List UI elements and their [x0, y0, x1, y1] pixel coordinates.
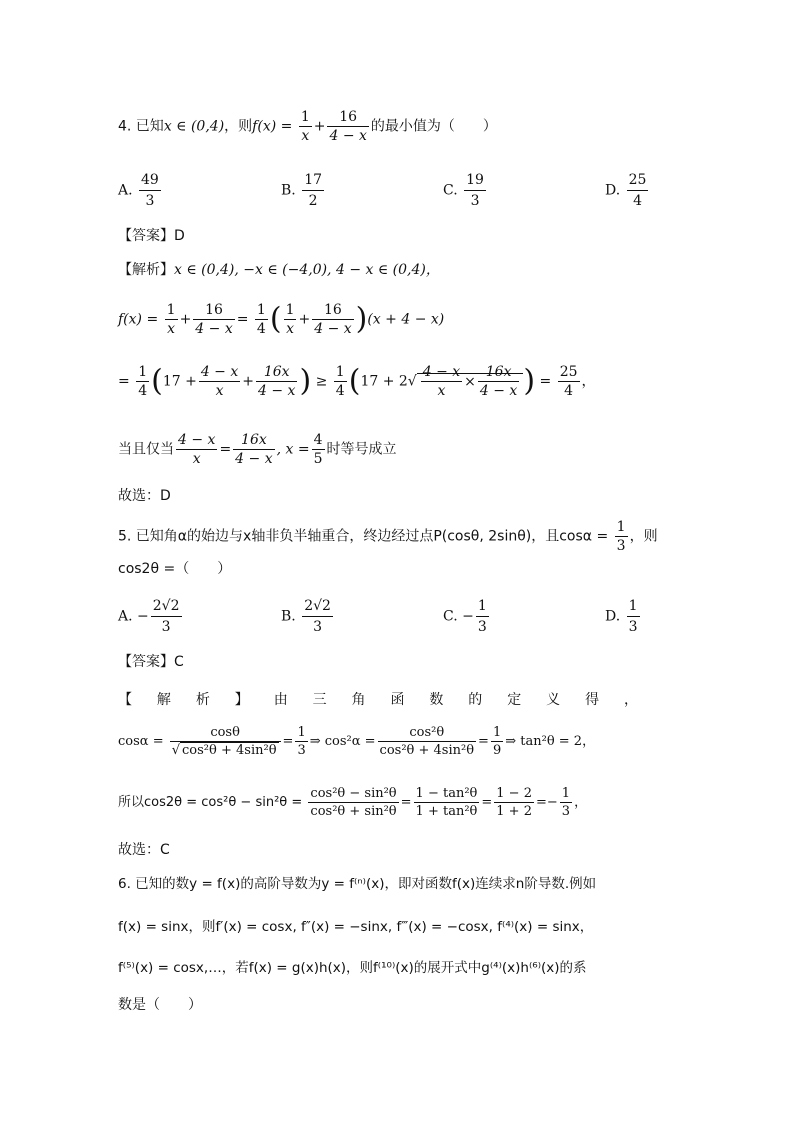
q5-analysis-heading: 【 解 析 】 由 三 角 函 数 的 定 义 得 ， — [118, 692, 638, 708]
q4-choose: 故选：D — [118, 488, 171, 504]
q4-analysis-equality: 当且仅当 $\frac{4 - x}{x}$ = $\frac{16x}{4 - x}$ , x = $\frac{4}{5}$ 时等号成立 — [118, 432, 397, 467]
option-a[interactable]: A. $\frac{49}{3}$ — [118, 172, 159, 209]
q6-line2: f(x) = sinx，则f′(x) = cosx, f″(x) = −sinx, f‴(x) = −cosx, f⁽⁴⁾(x) = sinx， — [118, 919, 594, 935]
q4-analysis-line2: f(x) = $\frac{1}{x}$ + $\frac{16}{4 - x}$ = $\frac{1}{4}$ ( $\frac{1}{x}$ + $\frac{16}{4 - x}$ )(x + 4 − x) — [118, 301, 445, 337]
option-d[interactable]: D. $\frac{1}{3}$ — [605, 598, 638, 635]
option-b[interactable]: B. $\frac{17}{2}$ — [281, 172, 323, 209]
q6-line4: 数是（ ） — [118, 997, 202, 1013]
q5-analysis-line1: cosα = $\frac{\cos\theta}{\text{√ cos²θ + 4sin²θ}}$ = $\frac{1}{3}$ ⇒ cos²α = $\frac{\text{cos²θ}}{\text{cos²θ + 4sin²θ}}$ = $\frac{1}{9}$ ⇒ tan²θ = 2， — [118, 725, 596, 758]
option-c[interactable]: C. − $\frac{1}{3}$ — [443, 598, 487, 635]
q6-line1: 6. 已知的数y = f(x)的高阶导数为y = f⁽ⁿ⁾(x)，即对函数f(x)连续求n阶导数.例如 — [118, 876, 597, 892]
q6-line3: f⁽⁵⁾(x) = cosx,…，若f(x) = g(x)h(x)，则f⁽¹⁰⁾(x)的展开式中g⁽⁴⁾(x)h⁽⁶⁾(x)的系 — [118, 960, 587, 976]
option-a[interactable]: A. − $\frac{2√2}{3}$ — [118, 598, 180, 635]
q5-stem-line2: cos2θ =（ ） — [118, 561, 232, 577]
option-d[interactable]: D. $\frac{25}{4}$ — [605, 172, 647, 209]
q5-analysis-line2: 所以cos2θ = cos²θ − sin²θ = $\frac{\text{cos²θ − sin²θ}}{\text{cos²θ + sin²θ}}$ = $\frac{\text{1 − tan²θ}}{\text{1 + tan²θ}}$ = $\frac{1 - 2}{1 + 2}$ =− $\frac{1}{3}$ ， — [118, 786, 588, 819]
fraction: $\frac{16}{4 - x}$ — [329, 109, 367, 144]
option-b[interactable]: B. $\frac{2√2}{3}$ — [281, 598, 331, 635]
fraction: $\frac{1}{x}$ — [300, 109, 310, 144]
q5-choose: 故选：C — [118, 842, 170, 858]
q4-analysis-line3: = $\frac{1}{4}$ (17 + $\frac{4 - x}{x}$ + $\frac{16x}{4 - x}$ ) ≥ $\frac{1}{4}$ (17 + 2√ $\frac{4 - x}{x}$ × $\frac{16x}{4 - x}$ ) = $\frac{25}{4}$ ， — [118, 363, 596, 399]
q4-analysis-line1: 【解析】x ∈ (0,4), −x ∈ (−4,0), 4 − x ∈ (0,4)， — [118, 262, 440, 278]
option-c[interactable]: C. $\frac{19}{3}$ — [443, 172, 484, 209]
q5-stem: 5. 已知角α的始边与x轴非负半轴重合，终边经过点P(cosθ, 2sinθ)，且cosα = $\frac{1}{3}$ ，则 — [118, 519, 658, 554]
q4-answer: 【答案】D — [118, 228, 185, 244]
q5-answer: 【答案】C — [118, 654, 184, 670]
q4-stem: 4. 已知x ∈ (0,4)，则f(x) = $\frac{1}{x}$ + $\frac{16}{4 - x}$ 的最小值为（ ） — [118, 109, 497, 144]
